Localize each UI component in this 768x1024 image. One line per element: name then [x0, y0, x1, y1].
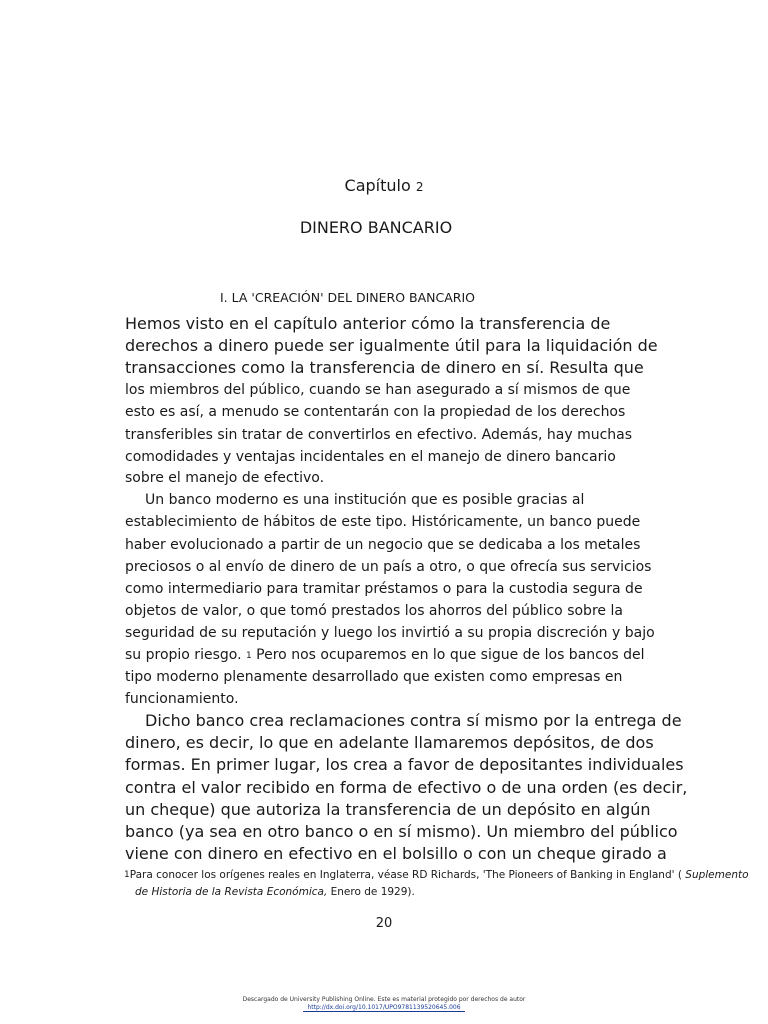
- body-line: Dicho banco crea reclamaciones contra sí mismo por la entrega de: [145, 711, 682, 730]
- footnote-line-2: [135, 886, 415, 898]
- doi-link-row: [0, 1004, 768, 1011]
- chapter-number: 2: [415, 180, 424, 194]
- chapter-label: [0, 176, 768, 195]
- body-line: sobre el manejo de efectivo.: [125, 470, 325, 486]
- body-line: tipo moderno plenamente desarrollado que existen como empresas en: [125, 669, 623, 685]
- body-line-with-footnote-ref: [125, 647, 645, 663]
- body-line: contra el valor recibido en forma de efectivo o de una orden (es decir,: [125, 778, 688, 797]
- body-line-part: su propio riesgo.: [125, 647, 242, 663]
- body-line: derechos a dinero puede ser igualmente útil para la liquidación de: [125, 336, 658, 355]
- body-line: Un banco moderno es una institución que es posible gracias al: [145, 492, 585, 508]
- body-line-part: Pero nos ocuparemos en lo que sigue de los bancos del: [256, 647, 645, 663]
- footnote-marker: 1: [124, 870, 130, 880]
- chapter-title: DINERO BANCARIO: [299, 218, 453, 237]
- body-line: seguridad de su reputación y luego los invirtió a su propia discreción y bajo: [125, 625, 655, 641]
- body-line: objetos de valor, o que tomó prestados los ahorros del público sobre la: [125, 603, 623, 619]
- body-line: transacciones como la transferencia de dinero en sí. Resulta que: [125, 358, 644, 377]
- footnote-line-1: [124, 869, 749, 881]
- body-line: preciosos o al envío de dinero de un país a otro, o que ofrecía sus servicios: [125, 559, 652, 575]
- doi-link[interactable]: http://dx.doi.org/10.1017/UPO9781139520645.006: [303, 1004, 464, 1012]
- body-line: transferibles sin tratar de convertirlos en efectivo. Además, hay muchas: [125, 427, 633, 443]
- body-line: haber evolucionado a partir de un negocio que se dedicaba a los metales: [125, 537, 641, 553]
- body-line: funcionamiento.: [125, 691, 239, 707]
- footnote-text: Para conocer los orígenes reales en Inglaterra, véase RD Richards, 'The Pioneers of Banking in England' (: [129, 869, 682, 881]
- body-line: dinero, es decir, lo que en adelante llamaremos depósitos, de dos: [125, 733, 654, 752]
- body-line: un cheque) que autoriza la transferencia de un depósito en algún: [125, 800, 651, 819]
- body-line: como intermediario para tramitar préstamos o para la custodia segura de: [125, 581, 643, 597]
- download-notice: Descargado de University Publishing Online. Este es material protegido por derechos de autor: [242, 996, 526, 1003]
- section-heading: I. LA 'CREACIÓN' DEL DINERO BANCARIO: [220, 290, 475, 305]
- footnote-date: Enero de 1929).: [330, 886, 415, 898]
- body-line: viene con dinero en efectivo en el bolsillo o con un cheque girado a: [125, 844, 667, 863]
- footnote-reference[interactable]: 1: [245, 651, 252, 661]
- chapter-label-text: Capítulo: [344, 176, 411, 195]
- body-line: formas. En primer lugar, los crea a favor de depositantes individuales: [125, 755, 684, 774]
- body-line: banco (ya sea en otro banco o en sí mismo). Un miembro del público: [125, 822, 678, 841]
- footnote-journal-cont: de Historia de la Revista Económica,: [135, 886, 328, 898]
- body-line: comodidades y ventajas incidentales en el manejo de dinero bancario: [125, 449, 616, 465]
- body-line: establecimiento de hábitos de este tipo. Históricamente, un banco puede: [125, 514, 641, 530]
- body-line: Hemos visto en el capítulo anterior cómo la transferencia de: [125, 314, 611, 333]
- footnote-journal: Suplemento: [685, 869, 749, 881]
- body-line: los miembros del público, cuando se han asegurado a sí mismos de que: [125, 382, 631, 398]
- page-number: 20: [375, 916, 393, 931]
- body-line: esto es así, a menudo se contentarán con la propiedad de los derechos: [125, 404, 626, 420]
